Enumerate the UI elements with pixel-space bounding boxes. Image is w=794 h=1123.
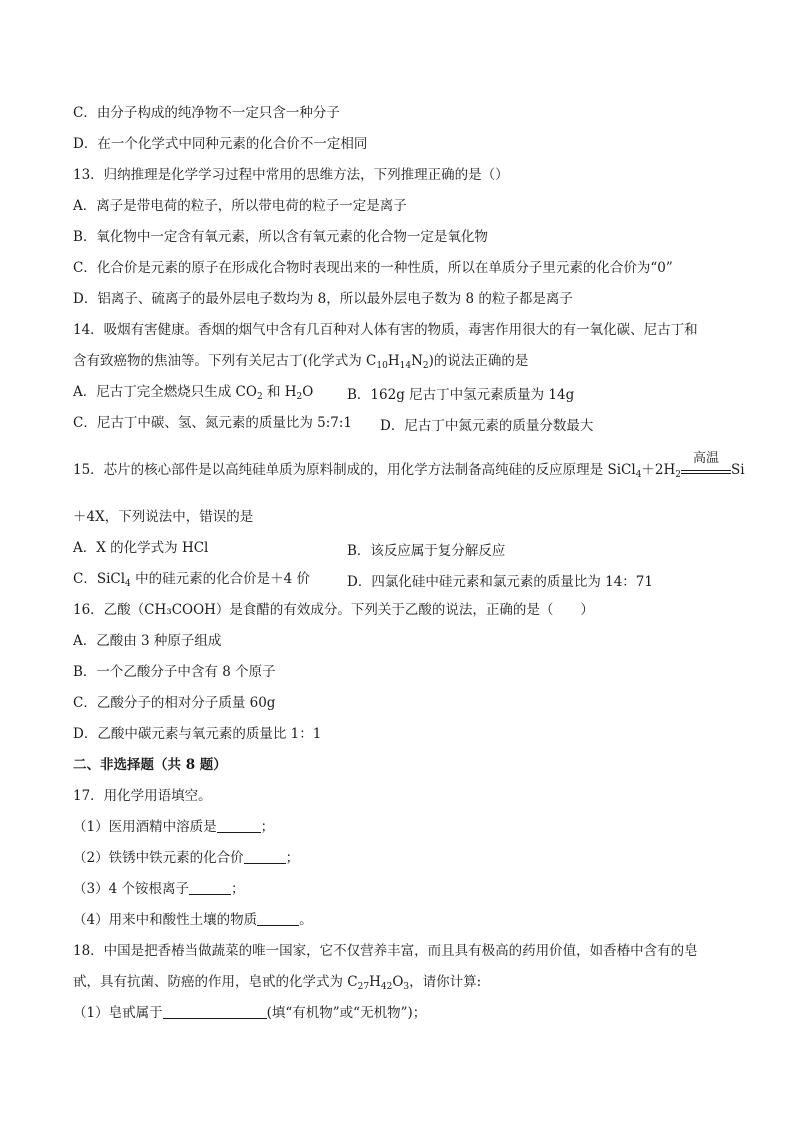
q16-option-a: A．乙酸由 3 种原子组成 (73, 633, 222, 649)
equals-sign (681, 470, 731, 474)
q18-part-1: （1）皂甙属于 (填“有机物”或“无机物”)； (73, 1005, 427, 1021)
q17-part-1: （1）医用酒精中溶质是 ； (73, 819, 275, 835)
q15-option-d: D．四氯化硅中硅元素和氯元素的质量比为 14：71 (347, 574, 653, 590)
answer-blank[interactable] (244, 850, 286, 864)
question-18-line1: 18．中国是把香椿当做蔬菜的唯一国家，它不仅营养丰富，而且具有极高的药用价值，如香椿中含有的皂 (73, 943, 698, 959)
option-c-text: C．由分子构成的纯净物不一定只含一种分子 (73, 105, 340, 121)
answer-blank[interactable] (257, 912, 299, 926)
q17-part-3: （3）4 个铵根离子 ； (73, 881, 245, 897)
answer-blank[interactable] (217, 819, 261, 833)
q13-option-c: C．化合价是元素的原子在形成化合物时表现出来的一种性质，所以在单质分子里元素的化合价为“0” (73, 260, 673, 276)
reaction-condition: 高温 (681, 470, 731, 479)
q16-option-c: C．乙酸分子的相对分子质量 60g (73, 695, 276, 711)
answer-blank[interactable] (189, 881, 231, 895)
question-17: 17．用化学用语填空。 (73, 788, 212, 804)
question-15-line1: 15．芯片的核心部件是以高纯硅单质为原料制成的，用化学方法制备高纯硅的反应原理是 $SiCl_4+2H_2$ 高温 Si (73, 451, 745, 480)
question-14-line1: 14．吸烟有害健康。香烟的烟气中含有几百种对人体有害的物质，毒害作用很大的有一氧化碳、尼古丁和 (73, 322, 698, 338)
q15-option-a: A．X 的化学式为 HCl (73, 540, 209, 556)
q13-option-a: A．离子是带电荷的粒子，所以带电荷的粒子一定是离子 (73, 198, 407, 214)
q15-option-c: C．SiCl$_4$ 中的硅元素的化合价是＋4 价 (73, 571, 310, 589)
q13-option-b: B．氧化物中一定含有氧元素，所以含有氧元素的化合物一定是氧化物 (73, 229, 488, 245)
option-d-text: D．在一个化学式中同种元素的化合价不一定相同 (73, 136, 368, 152)
q14-option-d: D．尼古丁中氮元素的质量分数最大 (380, 418, 594, 434)
q16-option-b: B．一个乙酸分子中含有 8 个原子 (73, 664, 276, 680)
answer-blank[interactable] (163, 1005, 267, 1019)
q14-option-c: C．尼古丁中碳、氢、氮元素的质量比为 5:7:1 (73, 415, 352, 431)
question-15-line2: ＋4X，下列说法中，错误的是 (73, 509, 254, 525)
question-18-line2: 甙，具有抗菌、防癌的作用，皂甙的化学式为 $C_{27}H_{42}O_3$，请你计算: (73, 974, 482, 992)
q14-option-b: B．162g 尼古丁中氢元素质量为 14g (347, 387, 575, 403)
question-13: 13．归纳推理是化学学习过程中常用的思维方法，下列推理正确的是（） (73, 167, 509, 183)
q15-option-b: B．该反应属于复分解反应 (347, 543, 506, 559)
question-14-line2: 含有致癌物的焦油等。下列有关尼古丁(化学式为 $C_{10}H_{14}N_2$)的说法正确的是 (73, 353, 529, 371)
q17-part-2: （2）铁锈中铁元素的化合价 ； (73, 850, 300, 866)
q16-option-d: D．乙酸中碳元素与氧元素的质量比 1：1 (73, 726, 322, 742)
q14-option-a: A．尼古丁完全燃烧只生成 $CO_2$ 和 $H_2O$ (73, 384, 314, 402)
section-heading-2: 二、非选择题（共 8 题） (73, 757, 227, 773)
question-16: 16．乙酸（CH₃COOH）是食醋的有效成分。下列关于乙酸的说法，正确的是（ ） (73, 602, 594, 618)
q13-option-d: D．铝离子、硫离子的最外层电子数均为 8，所以最外层电子数为 8 的粒子都是离子 (73, 291, 573, 307)
q17-part-4: （4）用来中和酸性土壤的物质 。 (73, 912, 313, 928)
